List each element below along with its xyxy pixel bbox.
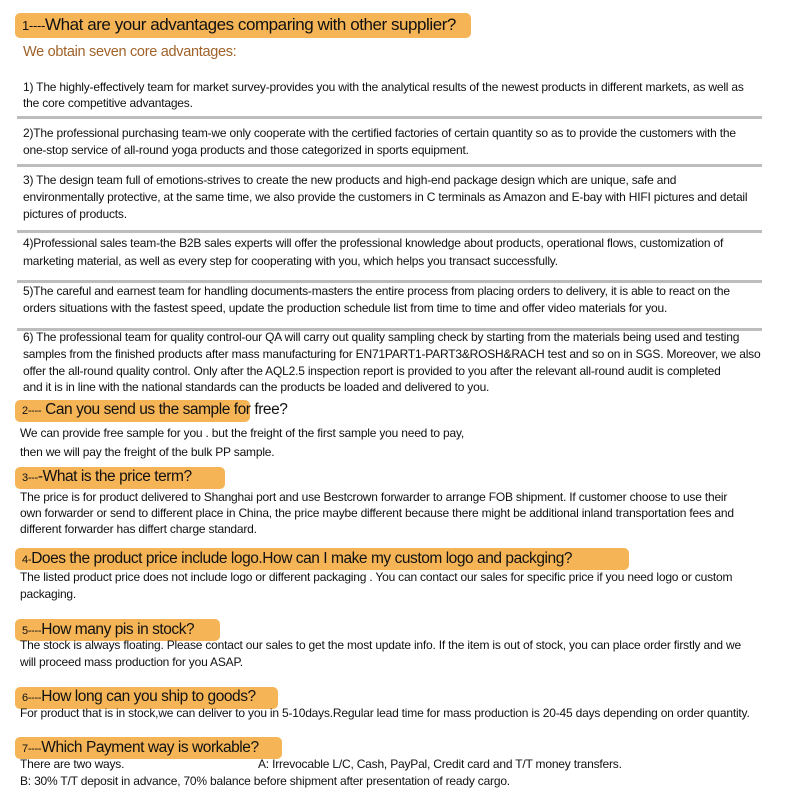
answer-line-option-a: A: Irrevocable L/C, Cash, PayPal, Credit card and T/T money transfers. bbox=[258, 757, 622, 771]
advantage-2-line: 2)The professional purchasing team-we only cooperate with the certified factories of certain quantity so as to provide the customers with the bbox=[23, 126, 736, 140]
question-number: 7---- bbox=[22, 743, 42, 755]
question-title-overflow: or free? bbox=[237, 401, 288, 418]
answer-line: For product that is in stock,we can deliver to you in 5-10days.Regular lead time for mass production is 20-45 days depending on order quantity. bbox=[20, 706, 750, 720]
advantage-6-line: samples from the finished products after mass manufacturing for EN71PART1-PART3&ROSH&RACH test and so on in SGS. Moreover, we also bbox=[23, 347, 761, 361]
question-2-heading bbox=[22, 399, 287, 422]
answer-line: The price is for product delivered to Shanghai port and use Bestcrown forwarder to arrange FOB shipment. If customer choose to use their bbox=[20, 490, 728, 504]
separator bbox=[17, 230, 762, 233]
question-number: 1---- bbox=[22, 18, 46, 33]
question-title: Does the product price include logo.How can I make my custom logo and packging? bbox=[31, 550, 573, 567]
separator bbox=[17, 116, 762, 119]
answer-line: own forwarder or send to different place in China, the price maybe different because there might be additional inland transportation fees and bbox=[20, 506, 734, 520]
answer-line: then we will pay the freight of the bulk PP sample. bbox=[20, 445, 275, 459]
advantage-6-line: and it is in line with the national standards can the products be loaded and delivered to you. bbox=[23, 380, 490, 394]
question-title: How many pis in stock? bbox=[41, 621, 195, 638]
advantage-6-line: 6) The professional team for quality control-our QA will carry out quality sampling check by starting from the materials being used and testing bbox=[23, 330, 740, 344]
question-number: 4- bbox=[22, 554, 32, 566]
answer-line: The stock is always floating. Please contact our sales to get the most update info. If the item is out of stock, you can place order firstly and we bbox=[20, 638, 741, 652]
advantage-1-line: 1) The highly-effectively team for market survey-provides you with the analytical results of the newest products in different markets, as well as bbox=[23, 80, 744, 94]
advantage-5-line: orders situations with the fastest speed, update the production schedule list from time to time and offer video materials for you. bbox=[23, 301, 668, 315]
question-title: -What is the price term? bbox=[37, 468, 192, 485]
advantage-3-line: 3) The design team full of emotions-strives to create the new products and high-end package design which are unique, safe and bbox=[23, 173, 677, 187]
advantage-3-line: environmentally protective, at the same time, we also provide the customers in C terminals as Amazon and E-bay with HIFI pictures and detail bbox=[23, 190, 748, 204]
answer-line: The listed product price does not include logo or different packaging . You can contact our sales for specific price if you need logo or custom bbox=[20, 570, 733, 584]
advantage-3-line: pictures of products. bbox=[23, 207, 127, 221]
answer-line: different forwarder has differt charge standard. bbox=[20, 522, 257, 536]
question-title: What are your advantages comparing with other supplier? bbox=[45, 15, 456, 34]
question-title: Can you send us the sample f bbox=[41, 401, 238, 418]
advantage-4-line: marketing material, as well as every step for cooperating with you, which helps you transact successfully. bbox=[23, 254, 558, 268]
question-4-heading bbox=[22, 548, 572, 571]
advantage-6-line: offer the all-round quality control. Only after the AQL2.5 inspection report is provided to you after the relevant all-round audit is completed bbox=[23, 364, 721, 378]
question-number: 5---- bbox=[22, 625, 42, 637]
answer-line: will proceed mass production for you ASAP. bbox=[20, 655, 243, 669]
question-3-heading bbox=[22, 466, 192, 489]
advantage-1-line: the core competitive advantages. bbox=[23, 96, 193, 110]
separator bbox=[17, 164, 762, 167]
question-number: 3--- bbox=[22, 472, 38, 484]
question-title: How long can you ship to goods? bbox=[41, 688, 256, 705]
answer-line: We can provide free sample for you . but the freight of the first sample you need to pay, bbox=[20, 426, 465, 440]
question-number: 2---- bbox=[22, 405, 42, 417]
advantage-5-line: 5)The careful and earnest team for handling documents-masters the entire process from placing orders to delivery, it is able to react on the bbox=[23, 284, 730, 298]
advantages-subtitle: We obtain seven core advantages: bbox=[23, 44, 237, 60]
question-1-heading bbox=[22, 14, 456, 37]
advantage-2-line: one-stop service of all-round yoga products and those categorized in sports equipment. bbox=[23, 143, 469, 157]
question-number: 6---- bbox=[22, 692, 42, 704]
answer-line-option-b: B: 30% T/T deposit in advance, 70% balance before shipment after presentation of ready cargo. bbox=[20, 774, 510, 788]
answer-line: packaging. bbox=[20, 587, 77, 601]
answer-line: There are two ways. bbox=[20, 757, 125, 771]
advantage-4-line: 4)Professional sales team-the B2B sales experts will offer the professional knowledge about products, operational flows, customization of bbox=[23, 236, 724, 250]
question-title: Which Payment way is workable? bbox=[41, 739, 259, 756]
